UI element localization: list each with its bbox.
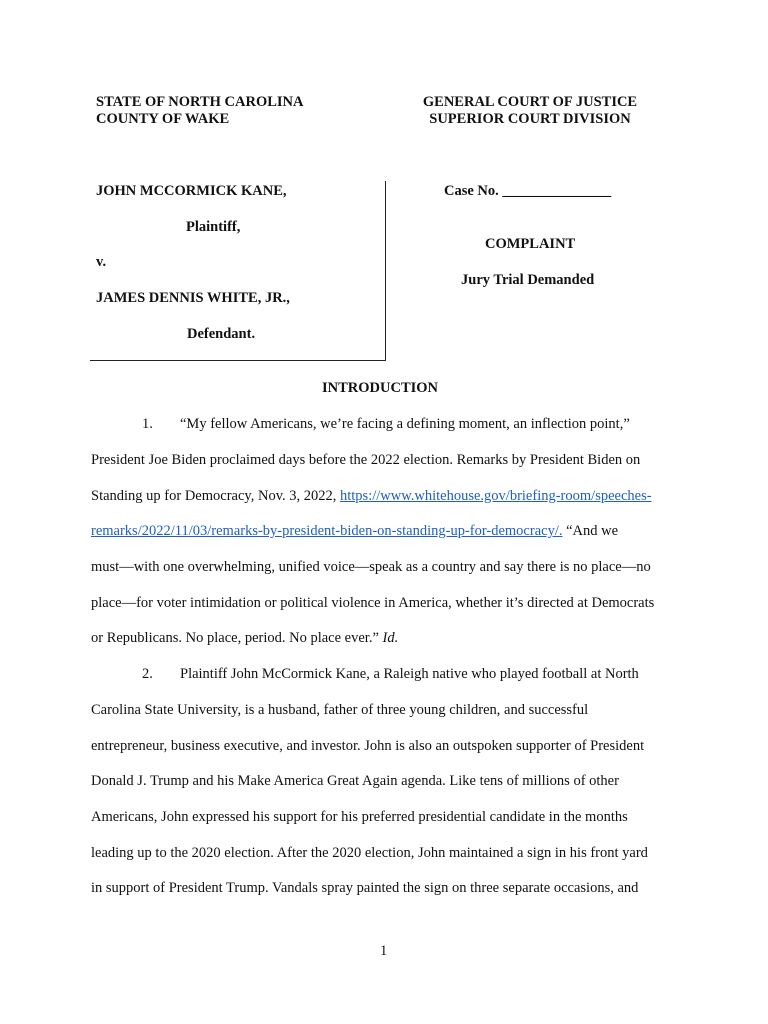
county-line: COUNTY OF WAKE (96, 111, 230, 127)
para2-number: 2. (142, 666, 153, 682)
court-state (96, 94, 303, 128)
para2-line4: Donald J. Trump and his Make America Great Again agenda. Like tens of millions of other (91, 773, 619, 789)
jury-demand: Jury Trial Demanded (461, 272, 595, 288)
caption-vertical-rule (385, 181, 386, 361)
court-line: GENERAL COURT OF JUSTICE (422, 94, 638, 110)
para1-line6: place—for voter intimidation or political violence in America, whether it’s directed at Democrats (91, 595, 655, 611)
case-number: Case No. _______________ (444, 183, 612, 199)
state-line: STATE OF NORTH CAROLINA (96, 94, 304, 110)
para2-line1: Plaintiff John McCormick Kane, a Raleigh native who played football at North (180, 666, 639, 682)
para2-line5: Americans, John expressed his support for his preferred presidential candidate in the months (91, 809, 628, 825)
whitehouse-link-part2[interactable]: remarks/2022/11/03/remarks-by-president-biden-on-standing-up-for-democracy/. (91, 523, 563, 539)
court-name (417, 94, 643, 128)
para2-line6: leading up to the 2020 election. After the 2020 election, John maintained a sign in his front yard (91, 845, 648, 861)
defendant-label: Defendant. (187, 326, 256, 342)
citation-id: Id. (382, 630, 399, 646)
versus-label: v. (96, 254, 107, 270)
para1-number: 1. (142, 416, 153, 432)
plaintiff-label: Plaintiff, (186, 219, 241, 235)
para2-line7: in support of President Trump. Vandals spray painted the sign on three separate occasions, and (91, 880, 639, 896)
para1-line4 (91, 523, 618, 540)
division-line: SUPERIOR COURT DIVISION (429, 111, 631, 127)
para1-line3-text: Standing up for Democracy, Nov. 3, 2022, (91, 488, 340, 504)
para2-line3: entrepreneur, business executive, and investor. John is also an outspoken supporter of President (91, 738, 645, 754)
defendant-name: JAMES DENNIS WHITE, JR., (96, 290, 290, 306)
whitehouse-link-part1[interactable]: https://www.whitehouse.gov/briefing-room/speeches- (340, 488, 652, 504)
caption-horizontal-rule (90, 360, 386, 361)
page-number: 1 (380, 943, 388, 959)
para1-line7-text: or Republicans. No place, period. No place ever.” (91, 630, 383, 646)
para2-line2: Carolina State University, is a husband, father of three young children, and successful (91, 702, 589, 718)
para1-line1: “My fellow Americans, we’re facing a defining moment, an inflection point,” (180, 416, 630, 432)
para1-line2: President Joe Biden proclaimed days before the 2022 election. Remarks by President Biden on (91, 452, 641, 468)
para1-line5: must—with one overwhelming, unified voice—speak as a country and say there is no place—no (91, 559, 651, 575)
para1-line4-text: “And we (562, 523, 619, 539)
section-title: INTRODUCTION (322, 380, 439, 396)
plaintiff-name: JOHN MCCORMICK KANE, (96, 183, 287, 199)
para1-line3 (91, 488, 652, 505)
document-type: COMPLAINT (485, 236, 576, 252)
para1-line7 (91, 630, 398, 647)
